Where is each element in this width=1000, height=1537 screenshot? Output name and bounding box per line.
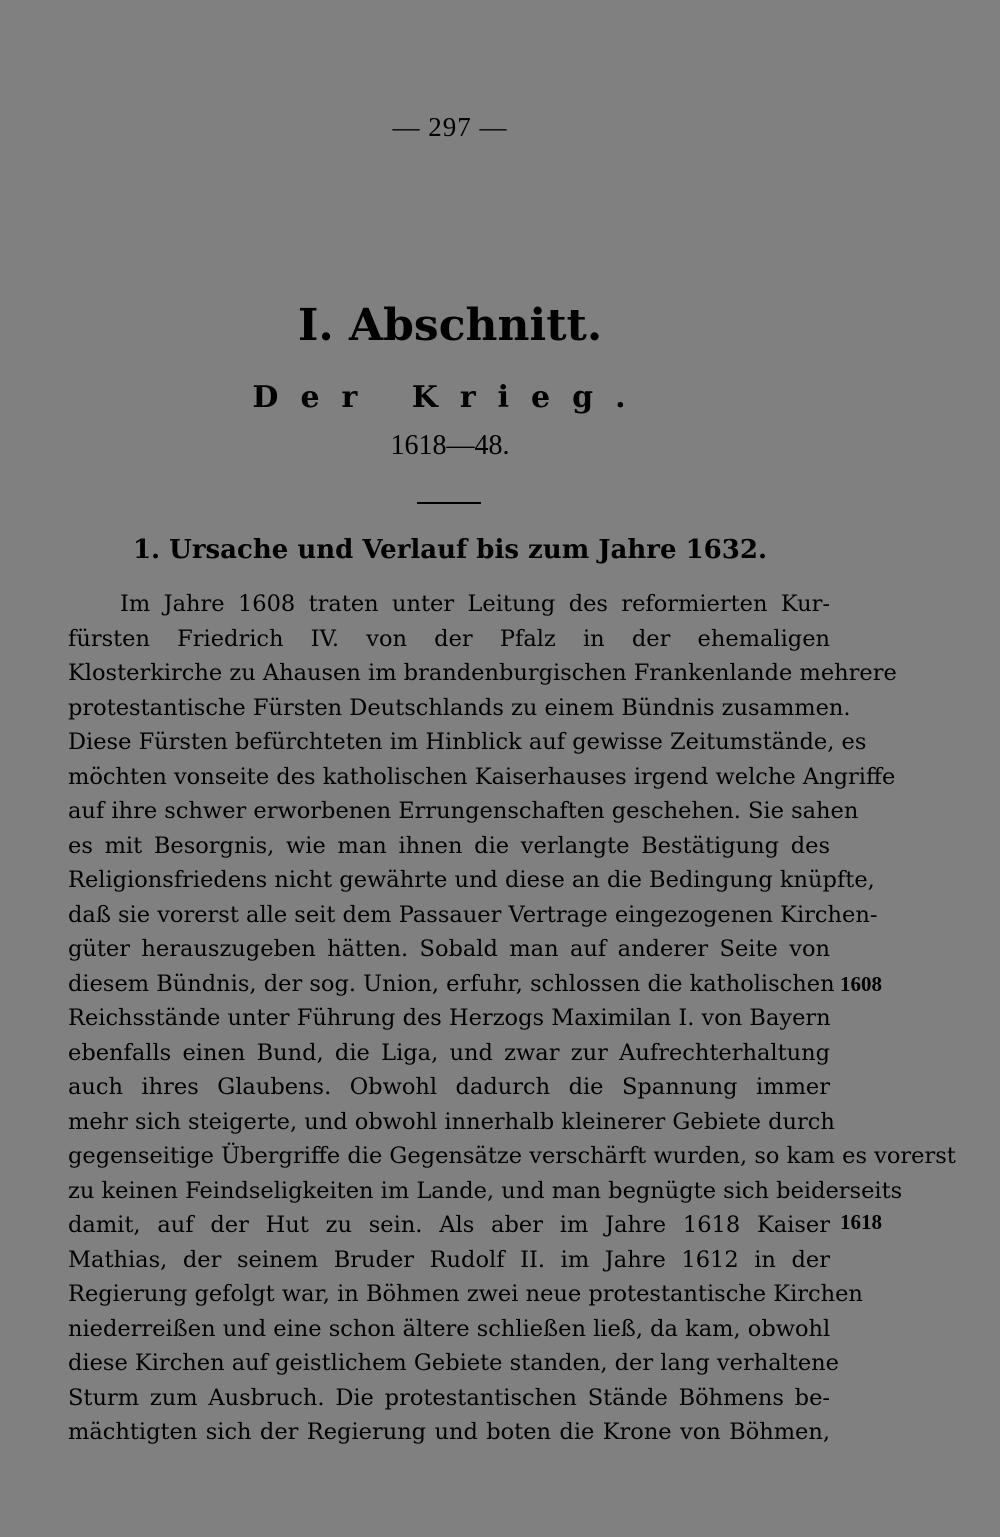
margin-note-year: 1608 — [840, 972, 882, 996]
text-line: gegenseitige Übergriffe die Gegensätze verschärft wurden, so kam es vorerst — [68, 1143, 956, 1169]
text-line: Sturm zum Ausbruch. Die protestantischen Stände Böhmens be- — [68, 1384, 830, 1411]
margin-note-year: 1618 — [840, 1210, 882, 1234]
subheading: Der Krieg. — [252, 380, 648, 415]
text-line: fürsten Friedrich IV. von der Pfalz in der ehemaligen — [68, 625, 830, 652]
years-range: 1618—48. — [390, 430, 510, 461]
text-line: zu keinen Feindseligkeiten im Lande, und man begnügte sich beiderseits — [68, 1177, 903, 1204]
divider-rule — [417, 502, 481, 504]
text-line: diese Kirchen auf geistlichem Gebiete standen, der lang verhaltene — [68, 1350, 839, 1376]
text-line: Religionsfriedens nicht gewährte und diese an die Bedingung knüpfte, — [68, 867, 875, 893]
text-line: ebenfalls einen Bund, die Liga, und zwar zur Aufrechterhaltung — [68, 1039, 830, 1066]
text-line: diesem Bündnis, der sog. Union, erfuhr, schlossen die katholischen — [68, 970, 835, 997]
text-line: niederreißen und eine schon ältere schließen ließ, da kam, obwohl — [68, 1315, 831, 1342]
text-line: auf ihre schwer erworbenen Errungenschaften geschehen. Sie sahen — [68, 798, 859, 824]
body-text — [68, 587, 956, 1450]
text-line: Im Jahre 1608 traten unter Leitung des reformierten Kur- — [120, 591, 830, 617]
section-heading: I. Abschnitt. — [297, 300, 603, 351]
text-line: Regierung gefolgt war, in Böhmen zwei neue protestantische Kirchen — [68, 1281, 863, 1307]
text-line: damit, auf der Hut zu sein. Als aber im Jahre 1618 Kaiser — [68, 1212, 830, 1238]
text-line: Diese Fürsten befürchteten im Hinblick auf gewisse Zeitumstände, es — [68, 729, 867, 755]
text-line: es mit Besorgnis, wie man ihnen die verlangte Bestätigung des — [68, 832, 830, 859]
text-line: güter herauszugeben hätten. Sobald man auf anderer Seite von — [68, 936, 830, 962]
text-line: Klosterkirche zu Ahausen im brandenburgischen Frankenlande mehrere — [68, 660, 897, 686]
text-line: Mathias, der seinem Bruder Rudolf II. im Jahre 1612 in der — [68, 1246, 830, 1273]
text-line: mehr sich steigerte, und obwohl innerhalb kleinerer Gebiete durch — [68, 1108, 835, 1135]
text-line: auch ihres Glaubens. Obwohl dadurch die Spannung immer — [68, 1074, 830, 1100]
text-line: protestantische Fürsten Deutschlands zu einem Bündnis zusammen. — [68, 694, 851, 721]
page-number: — 297 — — [392, 112, 508, 142]
text-line: daß sie vorerst alle seit dem Passauer Vertrage eingezogenen Kirchen- — [68, 901, 878, 928]
chapter-heading: 1. Ursache und Verlauf bis zum Jahre 1632. — [132, 535, 768, 565]
text-line: Reichsstände unter Führung des Herzogs Maximilan I. von Bayern — [68, 1005, 831, 1031]
text-line: mächtigten sich der Regierung und boten die Krone von Böhmen, — [68, 1419, 830, 1445]
text-line: möchten vonseite des katholischen Kaiserhauses irgend welche Angriffe — [68, 763, 896, 790]
